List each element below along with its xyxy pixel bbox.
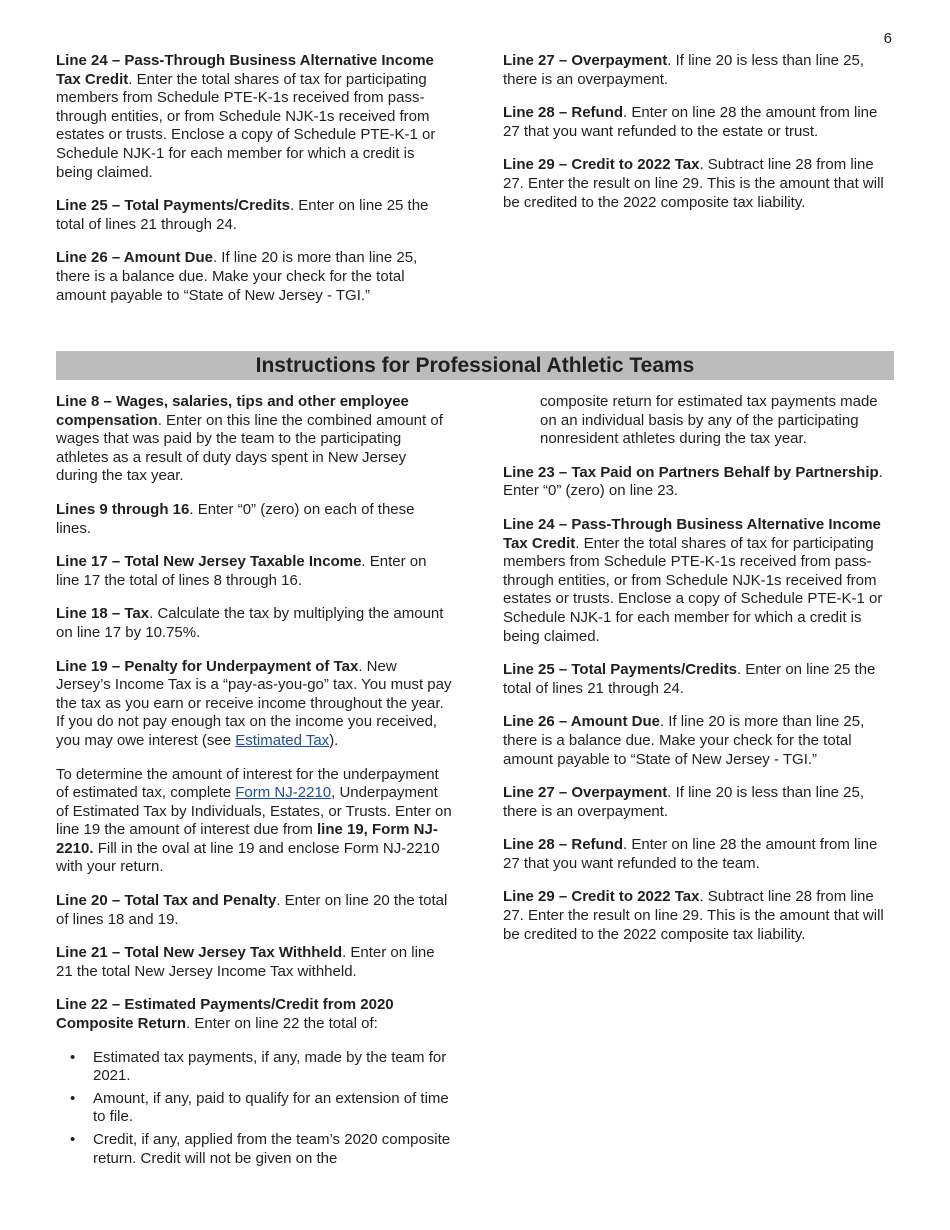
- line-24-heading: Line 24 – Pass-Through Business Alternative Income Tax Credit: [503, 515, 881, 552]
- line-23-heading: Line 23 – Tax Paid on Partners Behalf by Partnership: [503, 463, 879, 481]
- line-20-text: . Enter on line 20 the total of lines 18 and 19.: [56, 892, 448, 928]
- line-27-text: . If line 20 is less than line 25, there is an overpayment.: [503, 784, 865, 820]
- lines-9-16-paragraph: [56, 501, 452, 538]
- section-title-banner: Instructions for Professional Athletic Teams: [56, 351, 894, 380]
- top-right-column: [503, 52, 893, 227]
- line-19-text: . New Jersey’s Income Tax is a “pay-as-you-go” tax. You must pay the tax as you earn or receive income throughout the year. If you do not pay enough tax on the income you received, you may owe interest (see: [56, 657, 452, 749]
- line-25-paragraph: [56, 197, 452, 234]
- line-26-paragraph: [503, 713, 896, 769]
- line-29-paragraph: [503, 888, 896, 944]
- line-25-text: . Enter on line 25 the total of lines 21 through 24.: [56, 197, 429, 233]
- lines-9-16-text: . Enter “0” (zero) on each of these lines.: [56, 500, 415, 537]
- lines-9-16-heading: Lines 9 through 16: [56, 500, 190, 518]
- line-22-heading: Line 22 – Estimated Payments/Credit from 2020 Composite Return: [56, 996, 394, 1033]
- form-nj-2210-link[interactable]: Form NJ-2210: [235, 784, 332, 802]
- line-24-text: . Enter the total shares of tax for participating members from Schedule PTE-K-1s received from pass-through entities, or from Schedule NJK-1s received from estates or trusts. Enclose a copy of Schedule PTE-K-1 or Schedule NJK-1 for each member for which a credit is being claimed.: [56, 70, 436, 181]
- line-22-text: . Enter on line 22 the total of:: [186, 1015, 378, 1033]
- line-17-text: . Enter on line 17 the total of lines 8 through 16.: [56, 553, 427, 589]
- list-item: • Amount, if any, paid to qualify for an extension of time to file.: [56, 1090, 452, 1127]
- interest-text-1: To determine the amount of interest for the underpayment of estimated tax, complete: [56, 765, 439, 802]
- line-19-end: ).: [329, 731, 339, 749]
- line-25-paragraph: [503, 661, 896, 698]
- line-26-paragraph: [56, 249, 452, 305]
- line-17-heading: Line 17 – Total New Jersey Taxable Income: [56, 553, 362, 571]
- top-left-column: [56, 52, 452, 320]
- line-25-text: . Enter on line 25 the total of lines 21 through 24.: [503, 661, 876, 697]
- line-29-text: . Subtract line 28 from line 27. Enter the result on line 29. This is the amount that will be credited to the 2022 composite tax liability.: [503, 156, 884, 211]
- line-29-heading: Line 29 – Credit to 2022 Tax: [503, 156, 700, 174]
- line-17-paragraph: [56, 553, 452, 590]
- line-29-heading: Line 29 – Credit to 2022 Tax: [503, 888, 700, 906]
- list-item: • Credit, if any, applied from the team’s 2020 composite return. Credit will not be given on the: [56, 1131, 452, 1168]
- line-28-heading: Line 28 – Refund: [503, 104, 624, 122]
- interest-text-2: , Underpayment of Estimated Tax by Individuals, Estates, or Trusts. Enter on line 19 the amount of interest due from: [56, 784, 452, 839]
- line-24-paragraph: [503, 516, 896, 646]
- line-27-paragraph: [503, 52, 893, 89]
- line-25-heading: Line 25 – Total Payments/Credits: [503, 661, 737, 679]
- line-27-heading: Line 27 – Overpayment: [503, 784, 668, 802]
- line-18-text: . Calculate the tax by multiplying the amount on line 17 by 10.75%.: [56, 605, 444, 641]
- line-26-text: . If line 20 is more than line 25, there is a balance due. Make your check for the total amount payable to “State of New Jersey - TGI.”: [56, 249, 418, 304]
- bullet-continuation: composite return for estimated tax payments made on an individual basis by any of the participating nonresident athletes during the tax year.: [540, 393, 878, 448]
- line-22-paragraph: [56, 996, 452, 1033]
- bottom-left-column: [56, 393, 452, 1172]
- line-28-paragraph: [503, 836, 896, 873]
- line-29-text: . Subtract line 28 from line 27. Enter the result on line 29. This is the amount that will be credited to the 2022 composite tax liability.: [503, 888, 884, 943]
- bottom-right-column: [503, 393, 896, 959]
- interest-paragraph: [56, 766, 452, 878]
- line-19-paragraph: [56, 658, 452, 751]
- line-26-heading: Line 26 – Amount Due: [56, 249, 213, 267]
- line-27-paragraph: [503, 784, 896, 821]
- line-21-paragraph: [56, 944, 452, 981]
- estimated-tax-link[interactable]: Estimated Tax: [235, 731, 330, 749]
- line-8-heading: Line 8 – Wages, salaries, tips and other employee compensation: [56, 393, 409, 429]
- line-28-text: . Enter on line 28 the amount from line 27 that you want refunded to the estate or trust.: [503, 104, 878, 140]
- line-8-text: . Enter on this line the combined amount of wages that was paid by the team to the participating athletes as a result of duty days spent in New Jersey during the tax year.: [56, 411, 443, 485]
- line-21-heading: Line 21 – Total New Jersey Tax Withheld: [56, 944, 343, 962]
- line-24-paragraph: [56, 52, 452, 182]
- line-20-paragraph: [56, 892, 452, 929]
- line-22-bullet-list: [56, 1049, 452, 1169]
- interest-text-3: Fill in the oval at line 19 and enclose Form NJ-2210 with your return.: [56, 839, 440, 876]
- line-20-heading: Line 20 – Total Tax and Penalty: [56, 892, 277, 910]
- line-26-text: . If line 20 is more than line 25, there is a balance due. Make your check for the total amount payable to “State of New Jersey - TGI.”: [503, 713, 865, 768]
- line-23-paragraph: [503, 464, 896, 501]
- line-8-paragraph: [56, 393, 452, 486]
- line-18-heading: Line 18 – Tax: [56, 605, 150, 623]
- line-23-text: . Enter “0” (zero) on line 23.: [503, 463, 883, 500]
- list-item: • Estimated tax payments, if any, made by the team for 2021.: [56, 1049, 452, 1086]
- line-18-paragraph: [56, 605, 452, 642]
- line-26-heading: Line 26 – Amount Due: [503, 713, 660, 731]
- line-28-paragraph: [503, 104, 893, 141]
- line-27-text: . If line 20 is less than line 25, there is an overpayment.: [503, 52, 865, 88]
- interest-bold: line 19, Form NJ-2210.: [56, 821, 438, 857]
- line-24-text: . Enter the total shares of tax for participating members from Schedule PTE-K-1s received from pass-through entities, or from Schedule NJK-1s received from estates or trusts. Enclose a copy of Schedule PTE-K-1 or Schedule NJK-1 for each member for which a credit is being claimed.: [503, 534, 883, 645]
- line-24-heading: Line 24 – Pass-Through Business Alternative Income Tax Credit: [56, 52, 434, 88]
- line-21-text: . Enter on line 21 the total New Jersey Income Tax withheld.: [56, 944, 435, 980]
- line-27-heading: Line 27 – Overpayment: [503, 52, 668, 69]
- line-28-heading: Line 28 – Refund: [503, 836, 624, 854]
- page-number: 6: [883, 30, 892, 47]
- line-25-heading: Line 25 – Total Payments/Credits: [56, 197, 290, 215]
- line-29-paragraph: [503, 156, 893, 212]
- line-19-heading: Line 19 – Penalty for Underpayment of Tax: [56, 657, 359, 675]
- line-28-text: . Enter on line 28 the amount from line 27 that you want refunded to the team.: [503, 836, 878, 872]
